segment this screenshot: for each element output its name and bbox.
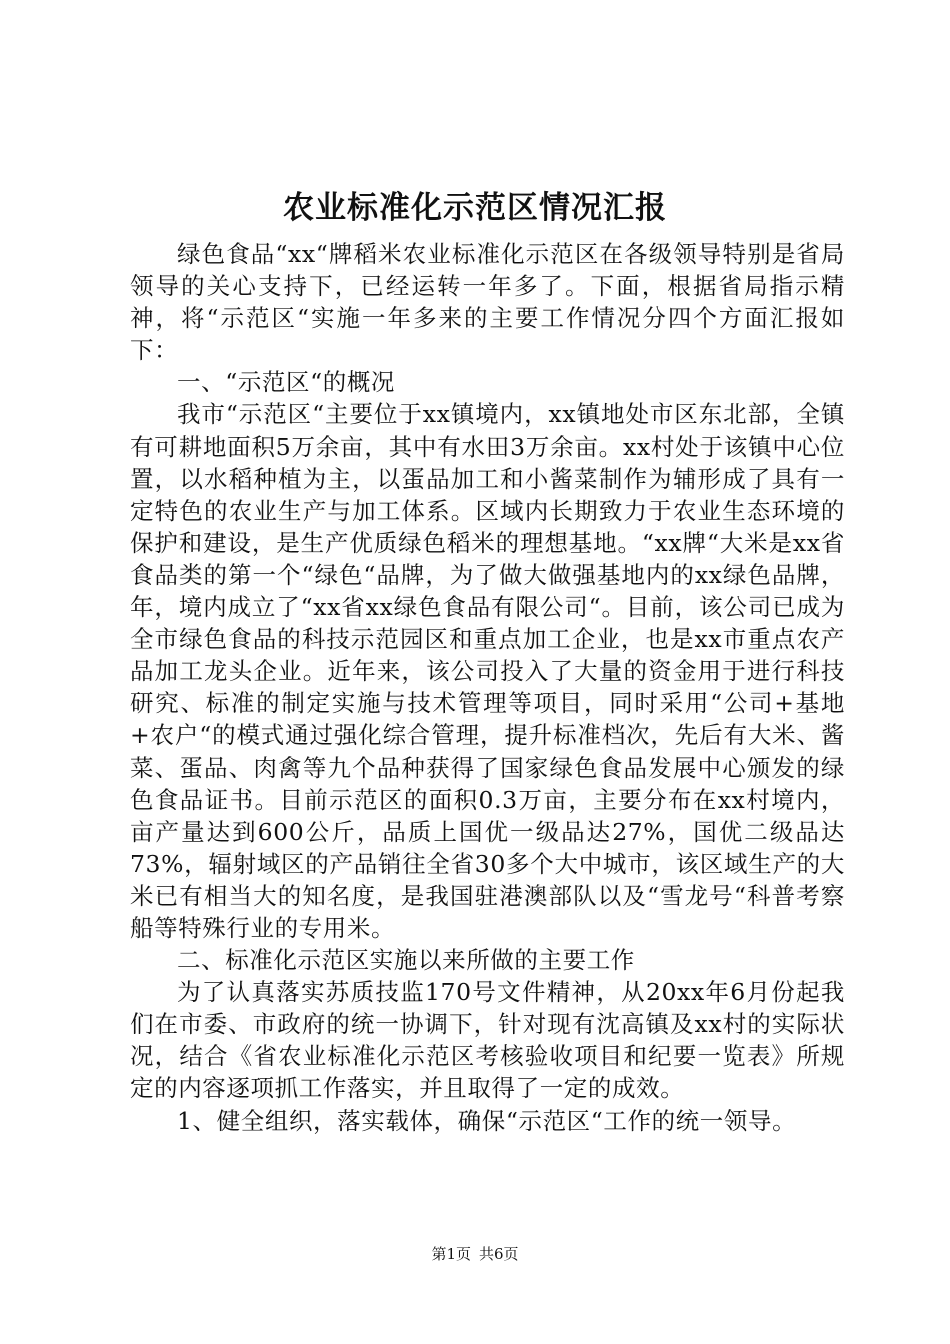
intro-paragraph: 绿色食品“xx“牌稻米农业标准化示范区在各级领导特别是省局领导的关心支持下，已经运转一年多了。下面，根据省局指示精神，将“示范区“实施一年多来的主要工作情况分四个方面汇报如下：: [130, 240, 845, 365]
page-total: 共6页: [479, 1245, 519, 1263]
subsection-heading-organization: 1、健全组织，落实载体，确保“示范区“工作的统一领导。: [177, 1106, 797, 1135]
section-heading-main-work: 二、标准化示范区实施以来所做的主要工作: [177, 946, 635, 975]
section-heading-overview: 一、“示范区“的概况: [177, 368, 396, 397]
document-title: 农业标准化示范区情况汇报: [283, 190, 667, 226]
overview-paragraph: 我市“示范区“主要位于xx镇境内，xx镇地处市区东北部，全镇有可耕地面积5万余亩，其中有水田3万余亩。xx村处于该镇中心位置，以水稻种植为主，以蛋品加工和小酱菜制作为辅形成了具有一定特色的农业生产与加工体系。区域内长期致力于农业生态环境的保护和建设，是生产优质绿色稻米的理想基地。“xx牌“大米是xx省食品类的第一个“绿色“品牌，为了做大做强基地内的xx绿色品牌，年，境内成立了“xx省xx绿色食品有限公司“。目前，该公司已成为全市绿色食品的科技示范园区和重点加工企业，也是xx市重点农产品加工龙头企业。近年来，该公司投入了大量的资金用于进行科技研究、标准的制定实施与技术管理等项目，同时采用“公司+基地+农户“的模式通过强化综合管理，提升标准档次，先后有大米、酱菜、蛋品、肉禽等九个品种获得了国家绿色食品发展中心颁发的绿色食品证书。目前示范区的面积0.3万亩，主要分布在xx村境内，亩产量达到600公斤，品质上国优一级品达27%，国优二级品达73%，辐射域区的产品销往全省30多个大中城市，该区域生产的大米已有相当大的知名度，是我国驻港澳部队以及“雪龙号“科普考察船等特殊行业的专用米。: [130, 400, 845, 942]
document-body: [130, 238, 845, 1137]
main-work-paragraph: 为了认真落实苏质技监170号文件精神，从20xx年6月份起我们在市委、市政府的统一协调下，针对现有沈高镇及xx村的实际状况，结合《省农业标准化示范区考核验收项目和纪要一览表》所规定的内容逐项抓工作落实，并且取得了一定的成效。: [130, 978, 845, 1103]
page-number: 第1页: [431, 1245, 471, 1263]
page-footer: [0, 1244, 950, 1264]
